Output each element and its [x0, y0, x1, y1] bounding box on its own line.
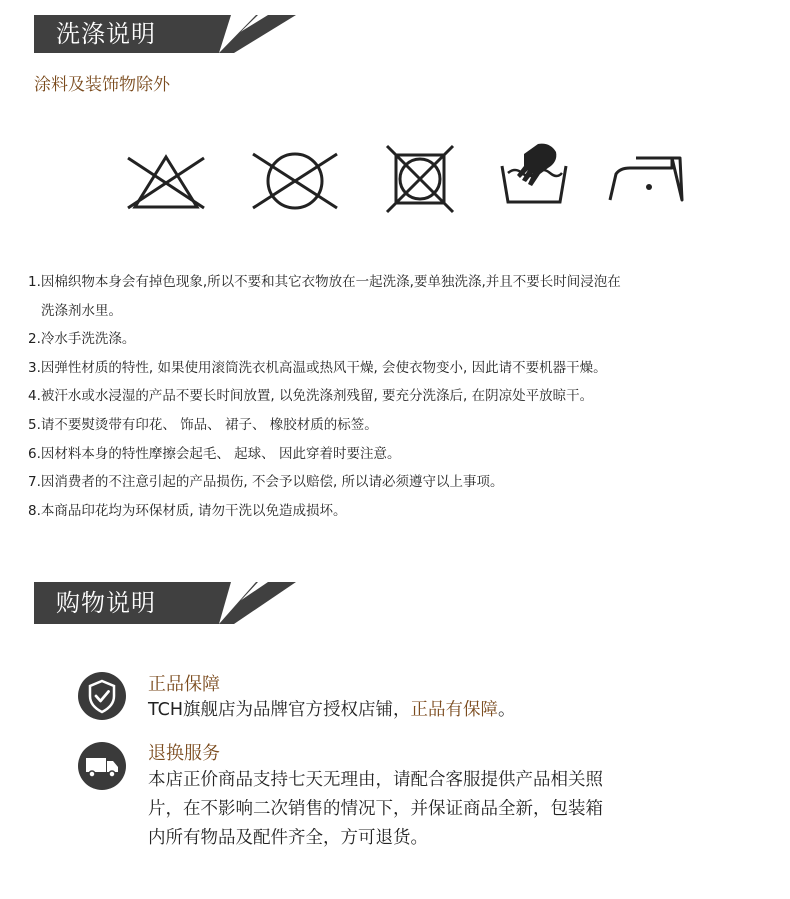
- delivery-truck-icon: [78, 742, 126, 790]
- wash-instructions-list: [28, 268, 768, 525]
- wash-item: 5.请不要熨烫带有印花、 饰品、 裙子、 橡胶材质的标签。: [28, 416, 378, 433]
- authentic-guarantee-text-accent: 正品有保障: [410, 700, 499, 720]
- wash-section-title: 洗涤说明: [56, 20, 156, 48]
- return-service-text: [148, 766, 603, 853]
- shield-check-icon: [78, 672, 126, 720]
- return-service-line: 本店正价商品支持七天无理由，请配合客服提供产品相关照: [148, 770, 603, 790]
- wash-item: 4.被汗水或水浸湿的产品不要长时间放置, 以免洗涤剂残留, 要充分洗涤后, 在阴凉处平放晾干。: [28, 388, 594, 405]
- hand-wash-icon: [498, 140, 570, 206]
- authentic-guarantee-text-end: 。: [498, 700, 516, 720]
- wash-subtitle: 涂料及装饰物除外: [34, 75, 170, 95]
- wash-item: 3.因弹性材质的特性, 如果使用滚筒洗衣机高温或热风干燥, 会使衣物变小, 因此请不要机器干燥。: [28, 359, 607, 376]
- return-service-heading: 退换服务: [148, 743, 220, 764]
- no-bleach-icon: [124, 150, 208, 212]
- wash-item: 2.冷水手洗洗涤。: [28, 331, 136, 348]
- wash-item: 8.本商品印花均为环保材质, 请勿干洗以免造成损坏。: [28, 502, 347, 519]
- authentic-guarantee-text: [148, 696, 516, 725]
- authentic-guarantee-heading: 正品保障: [148, 674, 220, 695]
- wash-section-banner: [34, 15, 296, 53]
- wash-item: 6.因材料本身的特性摩擦会起毛、 起球、 因此穿着时要注意。: [28, 445, 401, 462]
- wash-item-continued: 洗涤剂水里。: [41, 302, 122, 319]
- return-service-line: 内所有物品及配件齐全，方可退货。: [148, 828, 428, 848]
- wash-item: 7.因消费者的不注意引起的产品损伤, 不会予以赔偿, 所以请必须遵守以上事项。: [28, 474, 504, 491]
- no-tumble-dry-icon: [384, 143, 456, 215]
- iron-low-icon: [606, 152, 686, 204]
- authentic-guarantee-text-main: TCH旗舰店为品牌官方授权店铺，: [148, 700, 411, 720]
- shop-section-title: 购物说明: [56, 589, 156, 617]
- no-dry-clean-icon: [250, 150, 340, 212]
- wash-item: 1.因棉织物本身会有掉色现象,所以不要和其它衣物放在一起洗涤,要单独洗涤,并且不要长时间浸泡在: [28, 274, 621, 290]
- shop-section-banner: [34, 582, 296, 620]
- return-service-line: 片，在不影响二次销售的情况下，并保证商品全新，包装箱: [148, 799, 603, 819]
